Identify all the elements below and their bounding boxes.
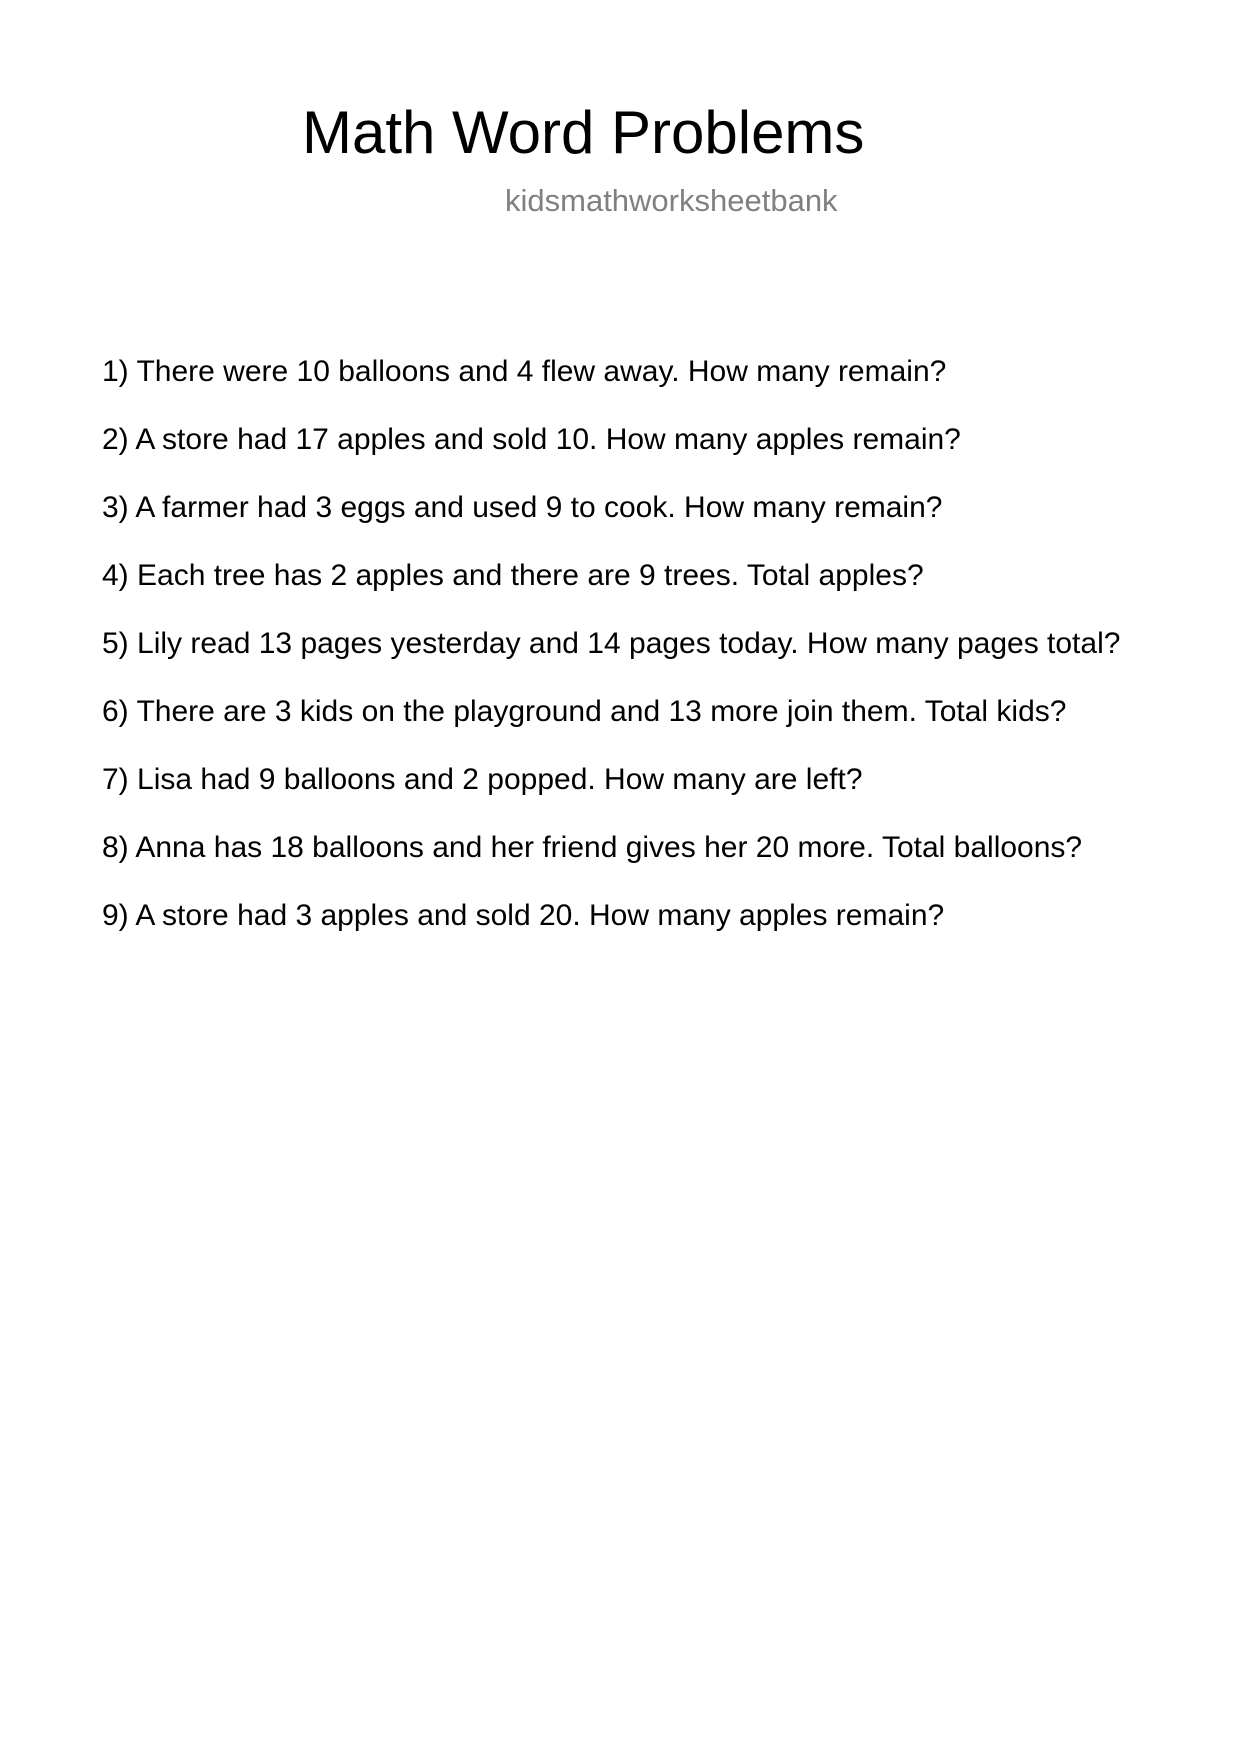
problem-item: 9) A store had 3 apples and sold 20. How many apples remain? — [102, 899, 945, 932]
problem-item: 6) There are 3 kids on the playground and 13 more join them. Total kids? — [102, 695, 1067, 728]
problem-list — [102, 351, 1152, 963]
page-title: Math Word Problems — [302, 99, 865, 166]
problem-item: 3) A farmer had 3 eggs and used 9 to cook. How many remain? — [102, 491, 943, 524]
problem-item: 8) Anna has 18 balloons and her friend gives her 20 more. Total balloons? — [102, 831, 1083, 864]
problem-item: 1) There were 10 balloons and 4 flew away. How many remain? — [102, 355, 947, 388]
source-subtitle: kidsmathworksheetbank — [505, 183, 838, 218]
problem-item: 7) Lisa had 9 balloons and 2 popped. How many are left? — [102, 763, 863, 796]
problem-item: 5) Lily read 13 pages yesterday and 14 pages today. How many pages total? — [102, 627, 1121, 660]
problem-item: 2) A store had 17 apples and sold 10. How many apples remain? — [102, 423, 961, 456]
problem-item: 4) Each tree has 2 apples and there are 9 trees. Total apples? — [102, 559, 924, 592]
